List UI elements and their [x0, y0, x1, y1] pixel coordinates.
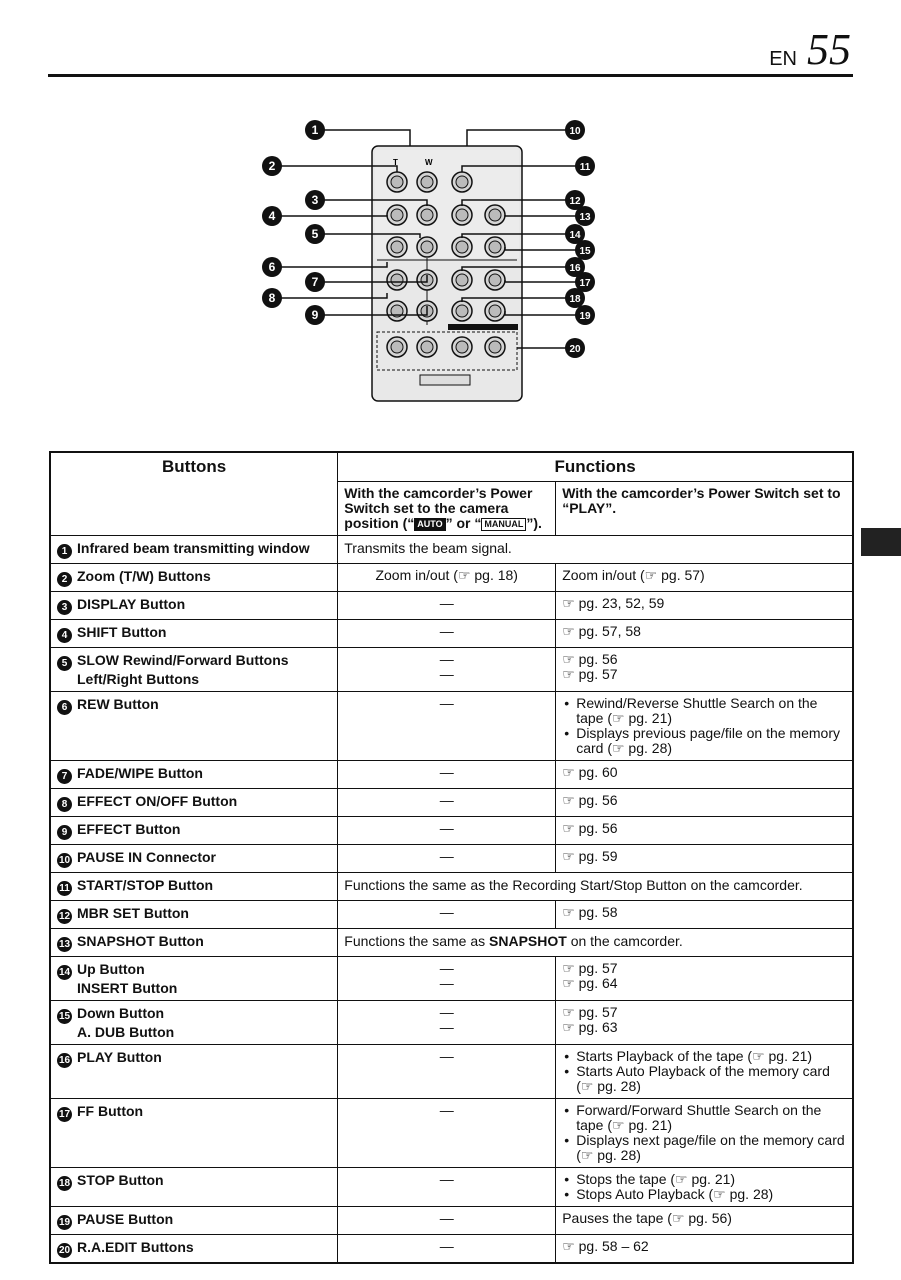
camera-mode-header: With the camcorder’s Power Switch set to the camera position (“ AUTO ” or “ MANUAL ”). [338, 482, 556, 536]
camera-function-cell: — [338, 761, 556, 789]
callout-number: 2 [57, 572, 72, 587]
play-function-cell [556, 1099, 853, 1168]
table-row [50, 536, 853, 564]
play-function-cell [556, 1168, 853, 1207]
button-name-cell: 14 Up Button INSERT Button [50, 957, 338, 1001]
bullet-item: • Forward/Forward Shuttle Search on the tape (☞ pg. 21) [576, 1103, 846, 1133]
callout-label: 20 [569, 344, 581, 355]
callout-label: 13 [579, 212, 591, 223]
camera-function-cell: — [338, 901, 556, 929]
callout-label: 16 [569, 263, 581, 274]
button-name-cell: 13 SNAPSHOT Button [50, 929, 338, 957]
table-row [50, 620, 853, 648]
button-name-cell: 4 SHIFT Button [50, 620, 338, 648]
table-row [50, 1099, 853, 1168]
button-name-cell: 16 PLAY Button [50, 1045, 338, 1099]
battery-cover [420, 375, 470, 385]
camera-function-cell: — [338, 592, 556, 620]
callout-label: 4 [268, 209, 276, 223]
play-function-cell: Zoom in/out (☞ pg. 57) [556, 564, 853, 592]
callout-label: 1 [311, 123, 319, 137]
callout-label: 2 [268, 159, 276, 173]
play-function-cell: ☞ pg. 56 [556, 817, 853, 845]
table-row [50, 845, 853, 873]
play-function-cell [556, 1045, 853, 1099]
play-function-cell: ☞ pg. 57 ☞ pg. 63 [556, 1001, 853, 1045]
callout-label: 15 [579, 246, 591, 257]
callout-number: 6 [57, 700, 72, 715]
callout-number: 19 [58, 1217, 71, 1228]
button-name-cell: 17 FF Button [50, 1099, 338, 1168]
button-name-cell: 10 PAUSE IN Connector [50, 845, 338, 873]
button-name-cell: 2 Zoom (T/W) Buttons [50, 564, 338, 592]
callout-label: 11 [579, 162, 591, 173]
function-cell: Functions the same as SNAPSHOT on the camcorder. [338, 929, 853, 957]
table-row [50, 648, 853, 692]
callout-number: 8 [57, 797, 72, 812]
table-row [50, 873, 853, 901]
button-name-cell: 18 STOP Button [50, 1168, 338, 1207]
auto-tag: AUTO [414, 518, 445, 531]
play-function-cell: ☞ pg. 58 [556, 901, 853, 929]
play-function-cell: ☞ pg. 56 [556, 789, 853, 817]
table-row [50, 1235, 853, 1264]
table-row [50, 1001, 853, 1045]
bullet-item: • Rewind/Reverse Shuttle Search on the tape (☞ pg. 21) [576, 696, 846, 726]
section-tab [861, 528, 901, 556]
callout-number: 15 [58, 1011, 71, 1022]
callout-number: 3 [57, 600, 72, 615]
table-row [50, 789, 853, 817]
bullet-item: • Stops the tape (☞ pg. 21) [576, 1172, 846, 1187]
callout-label: 14 [569, 230, 581, 241]
bullet-item: • Starts Auto Playback of the memory card (☞ pg. 28) [576, 1064, 846, 1094]
play-function-cell [556, 692, 853, 761]
table-row [50, 1207, 853, 1235]
callout-number: 9 [57, 825, 72, 840]
bullet-item: • Stops Auto Playback (☞ pg. 28) [576, 1187, 846, 1202]
bullet-item: • Starts Playback of the tape (☞ pg. 21) [576, 1049, 846, 1064]
function-cell: Functions the same as the Recording Start/Stop Button on the camcorder. [338, 873, 853, 901]
bullet-item: • Displays previous page/file on the memory card (☞ pg. 28) [576, 726, 846, 756]
functions-table [49, 451, 854, 1264]
table-row [50, 692, 853, 761]
button-name-cell: 5 SLOW Rewind/Forward Buttons Left/Right Buttons [50, 648, 338, 692]
camera-function-cell: — [338, 1168, 556, 1207]
callout-label: 8 [268, 291, 276, 305]
table-row [50, 592, 853, 620]
callout-number: 4 [57, 628, 72, 643]
camera-function-cell: — [338, 789, 556, 817]
button-name-cell: 19 PAUSE Button [50, 1207, 338, 1235]
callout-number: 20 [58, 1245, 71, 1256]
button-name-cell: 11 START/STOP Button [50, 873, 338, 901]
table-row [50, 1168, 853, 1207]
table-row [50, 817, 853, 845]
t-label: T [393, 158, 398, 167]
camera-function-cell: Zoom in/out (☞ pg. 18) [338, 564, 556, 592]
remote-control-diagram [255, 110, 595, 410]
play-function-cell: Pauses the tape (☞ pg. 56) [556, 1207, 853, 1235]
button-name-cell: 12 MBR SET Button [50, 901, 338, 929]
play-function-cell: ☞ pg. 59 [556, 845, 853, 873]
language-label: EN [769, 48, 797, 70]
black-bar [448, 324, 518, 330]
camera-function-cell: — — [338, 1001, 556, 1045]
callout-number: 18 [58, 1178, 71, 1189]
callout-label: 19 [579, 311, 591, 322]
buttons-header: Buttons [50, 452, 338, 536]
table-row [50, 761, 853, 789]
camera-function-cell: — — [338, 648, 556, 692]
table-row [50, 564, 853, 592]
callout-label: 5 [311, 227, 319, 241]
camera-function-cell: — [338, 817, 556, 845]
callout-number: 5 [57, 656, 72, 671]
callout-number: 7 [57, 769, 72, 784]
table-row [50, 957, 853, 1001]
callout-label: 10 [569, 126, 581, 137]
play-function-cell: ☞ pg. 57 ☞ pg. 64 [556, 957, 853, 1001]
table-row [50, 929, 853, 957]
play-function-cell: ☞ pg. 57, 58 [556, 620, 853, 648]
bullet-item: • Displays next page/file on the memory card (☞ pg. 28) [576, 1133, 846, 1163]
play-function-cell: ☞ pg. 23, 52, 59 [556, 592, 853, 620]
play-function-cell: ☞ pg. 60 [556, 761, 853, 789]
callout-number: 1 [57, 544, 72, 559]
camera-function-cell: — [338, 1207, 556, 1235]
camera-function-cell: — [338, 1099, 556, 1168]
callout-label: 3 [311, 193, 319, 207]
callout-number: 17 [58, 1109, 71, 1120]
camera-function-cell: — [338, 692, 556, 761]
button-name-cell: 8 EFFECT ON/OFF Button [50, 789, 338, 817]
callout-number: 14 [58, 967, 71, 978]
manual-tag: MANUAL [481, 518, 526, 531]
button-name-cell: 9 EFFECT Button [50, 817, 338, 845]
callout-label: 7 [311, 275, 319, 289]
page-header [48, 25, 853, 77]
button-name-cell: 3 DISPLAY Button [50, 592, 338, 620]
callout-label: 17 [579, 278, 591, 289]
button-name-cell: 1 Infrared beam transmitting window [50, 536, 338, 564]
camera-function-cell: — [338, 620, 556, 648]
w-label: W [425, 158, 433, 167]
camera-function-cell: — [338, 845, 556, 873]
table-row [50, 1045, 853, 1099]
page-number: 55 [807, 25, 851, 74]
button-name-cell: 15 Down Button A. DUB Button [50, 1001, 338, 1045]
table-row [50, 901, 853, 929]
callout-label: 18 [569, 294, 581, 305]
play-function-cell: ☞ pg. 58 – 62 [556, 1235, 853, 1264]
callout-number: 13 [58, 939, 71, 950]
button-name-cell: 7 FADE/WIPE Button [50, 761, 338, 789]
callout-number: 16 [58, 1055, 71, 1066]
camera-function-cell: — [338, 1045, 556, 1099]
callout-label: 9 [311, 308, 319, 322]
callout-number: 12 [58, 911, 71, 922]
callout-number: 11 [57, 881, 72, 896]
functions-header: Functions [338, 452, 853, 482]
camera-function-cell: — — [338, 957, 556, 1001]
function-cell: Transmits the beam signal. [338, 536, 853, 564]
play-function-cell: ☞ pg. 56 ☞ pg. 57 [556, 648, 853, 692]
button-name-cell: 6 REW Button [50, 692, 338, 761]
callout-label: 6 [268, 260, 276, 274]
camera-function-cell: — [338, 1235, 556, 1264]
play-mode-header: With the camcorder’s Power Switch set to “PLAY”. [556, 482, 853, 536]
callout-label: 12 [569, 196, 581, 207]
button-name-cell: 20 R.A.EDIT Buttons [50, 1235, 338, 1264]
callout-number: 10 [58, 855, 71, 866]
